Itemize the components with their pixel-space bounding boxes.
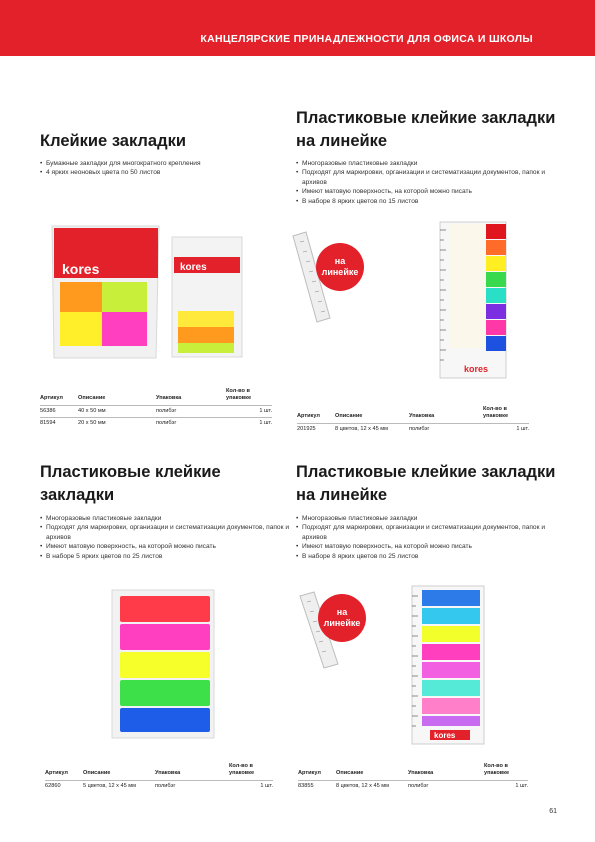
feature-list <box>40 514 290 561</box>
col-package: Упаковка <box>155 770 181 776</box>
col-qty: Кол-во в упаковке <box>484 763 510 776</box>
brand-logo-kores: kores <box>180 262 207 273</box>
product-section-1 <box>40 130 280 178</box>
feature-item: • Подходят для маркировки, организации и систематизации документов, папок и архивов <box>296 168 556 187</box>
feature-item: • Многоразовые пластиковые закладки <box>296 159 556 168</box>
table-row: 81594 20 х 50 мм полибэг 1 шт. <box>40 418 272 430</box>
feature-item: • 4 ярких неоновых цвета по 50 листов <box>40 168 280 177</box>
feature-item: • В наборе 8 ярких цветов по 15 листов <box>296 197 556 206</box>
feature-item: • В наборе 8 ярких цветов по 25 листов <box>296 552 556 561</box>
product-title: Пластиковые клейкие закладки <box>40 463 221 504</box>
col-article: Артикул <box>298 770 321 776</box>
col-package: Упаковка <box>408 770 434 776</box>
product-image-tabs-on-ruler <box>434 220 512 380</box>
feature-badge: на линейке <box>316 243 364 291</box>
feature-item: • В наборе 5 ярких цветов по 25 листов <box>40 552 290 561</box>
col-description: Описание <box>83 770 111 776</box>
header-title: КАНЦЕЛЯРСКИЕ ПРИНАДЛЕЖНОСТИ ДЛЯ ОФИСА И ШКОЛЫ <box>200 33 533 45</box>
table-row: 56386 40 х 50 мм полибэг 1 шт. <box>40 406 272 418</box>
spec-table <box>45 763 273 792</box>
col-article: Артикул <box>297 413 320 419</box>
product-image-sticky-tabs-small <box>170 235 245 360</box>
product-title: Клейкие закладки <box>40 132 186 150</box>
col-article: Артикул <box>45 770 68 776</box>
spec-table <box>297 406 529 435</box>
col-qty: Кол-во в упаковке <box>226 388 252 401</box>
product-image-plastic-tabs <box>108 588 218 740</box>
col-qty: Кол-во в упаковке <box>229 763 255 776</box>
product-section-4 <box>296 461 556 561</box>
col-package: Упаковка <box>409 413 435 419</box>
brand-logo-kores: kores <box>464 364 489 374</box>
col-package: Упаковка <box>156 395 182 401</box>
feature-item: • Многоразовые пластиковые закладки <box>296 514 556 523</box>
table-row: 83855 8 цветов, 12 х 45 мм полибэг 1 шт. <box>298 781 528 793</box>
feature-item: • Многоразовые пластиковые закладки <box>40 514 290 523</box>
feature-item: • Подходят для маркировки, организации и систематизации документов, папок и архивов <box>296 523 556 542</box>
feature-list <box>40 159 280 178</box>
table-row: 62860 5 цветов, 12 х 45 мм полибэг 1 шт. <box>45 781 273 793</box>
feature-item: • Имеют матовую поверхность, на которой можно писать <box>296 542 556 551</box>
product-title: Пластиковые клейкие закладки на линейке <box>296 109 556 150</box>
brand-logo-kores: kores <box>62 261 100 277</box>
feature-item: • Бумажные закладки для многократного крепления <box>40 159 280 168</box>
col-description: Описание <box>336 770 364 776</box>
col-qty: Кол-во в упаковке <box>483 406 509 419</box>
page-number: 61 <box>549 808 557 815</box>
brand-logo-kores: kores <box>434 731 456 740</box>
product-section-3 <box>40 461 290 561</box>
feature-list <box>296 514 556 561</box>
product-image-sticky-tabs-large <box>48 222 163 362</box>
header-band <box>0 0 595 56</box>
col-description: Описание <box>335 413 363 419</box>
product-section-2 <box>296 107 556 206</box>
feature-item: • Подходят для маркировки, организации и систематизации документов, папок и архивов <box>40 523 290 542</box>
spec-table <box>40 388 272 429</box>
feature-badge: на линейке <box>318 594 366 642</box>
table-row: 201925 8 цветов, 12 х 45 мм полибэг 1 шт. <box>297 424 529 436</box>
feature-list <box>296 159 556 206</box>
col-article: Артикул <box>40 395 63 401</box>
col-description: Описание <box>78 395 106 401</box>
product-image-tabs-on-ruler <box>408 584 488 746</box>
product-title: Пластиковые клейкие закладки на линейке <box>296 463 556 504</box>
spec-table <box>298 763 528 792</box>
feature-item: • Имеют матовую поверхность, на которой можно писать <box>296 187 556 196</box>
feature-item: • Имеют матовую поверхность, на которой можно писать <box>40 542 290 551</box>
